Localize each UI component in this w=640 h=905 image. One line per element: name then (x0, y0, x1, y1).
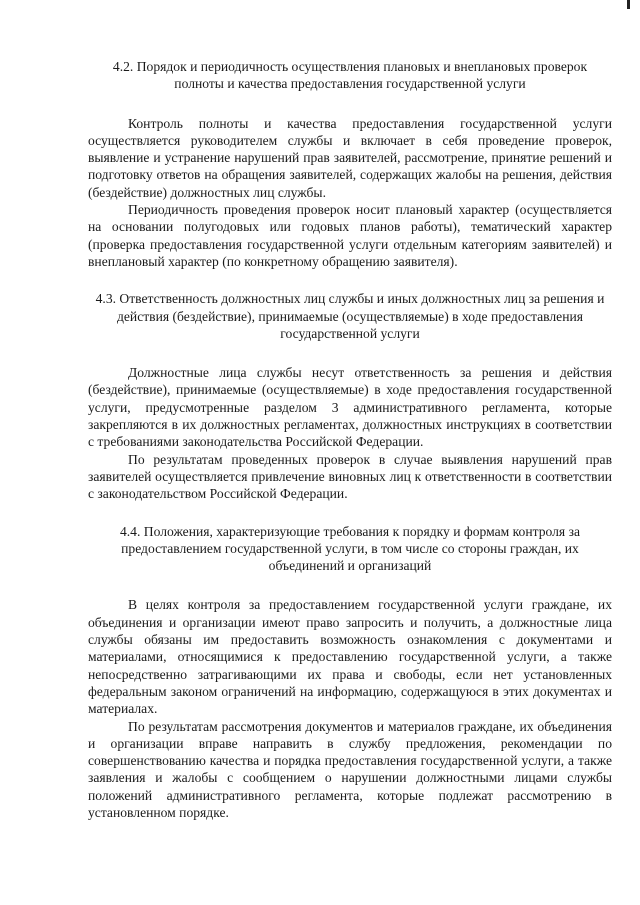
scan-artifact-mark (627, 0, 630, 9)
section-4-3 (88, 290, 612, 502)
section-heading: 4.4. Положения, характеризующие требования к порядку и формам контроля за предоставлением государственной услуги, в том числе со стороны граждан, их объединений и организаций (119, 523, 580, 574)
section-4-4 (88, 523, 612, 822)
section-gap (88, 503, 612, 523)
paragraph: Должностные лица службы несут ответственность за решения и действия (бездействие), принимаемые (осуществляемые) в ходе предоставления государственной услуги, предусмотренные разделом 3 административного регламента, которые закрепляются в их должностных регламентах, должностных инструкциях в соответствии с требованиями законодательства Российской Федерации. (88, 365, 612, 450)
section-heading: 4.2. Порядок и периодичность осуществления плановых и внеплановых проверок полноты и качества предоставления государственной услуги (112, 59, 588, 92)
paragraph: Периодичность проведения проверок носит плановый характер (осуществляется на основании полугодовых или годовых планов работы), тематический характер (проверка предоставления государственной услуги отдельным категориям заявителей) и внеплановый характер (по конкретному обращению заявителя). (88, 202, 612, 269)
document-page (88, 58, 612, 821)
paragraph: В целях контроля за предоставлением государственной услуги граждане, их объединения и организации имеют право запросить и получить, а должностные лица службы обязаны им предоставить возможность ознакомления с документами и материалами, относящимися к предоставлению государственной услуги, а также непосредственно затрагивающими их права и свободы, если нет установленных федеральным законом ограничений на информацию, содержащуюся в этих документах и материалах. (88, 597, 612, 717)
section-heading: 4.3. Ответственность должностных лиц службы и иных должностных лиц за решения и действия (бездействие), принимаемые (осуществляемые) в ходе предоставления государственной услуги (95, 291, 605, 341)
paragraph: По результатам рассмотрения документов и материалов граждане, их объединения и организации вправе направить в службу предложения, рекомендации по совершенствованию качества и порядка предоставления государственной услуги, а также заявления и жалобы с сообщением о нарушении должностными лицами службы положений административного регламента, которые подлежат рассмотрению в установленном порядке. (88, 718, 612, 820)
section-gap (88, 270, 612, 290)
paragraph: По результатам проведенных проверок в случае выявления нарушений прав заявителей осуществляется привлечение виновных лиц к ответственности в соответствии с законодательством Российской Федерации. (88, 451, 612, 502)
section-4-2 (88, 58, 612, 270)
paragraph: Контроль полноты и качества предоставления государственной услуги осуществляется руководителем службы и включает в себя проведение проверок, выявление и устранение нарушений прав заявителей, рассмотрение, принятие решений и подготовку ответов на обращения заявителей, содержащих жалобы на решения, действия (бездействие) должностных лиц службы. (88, 115, 612, 200)
